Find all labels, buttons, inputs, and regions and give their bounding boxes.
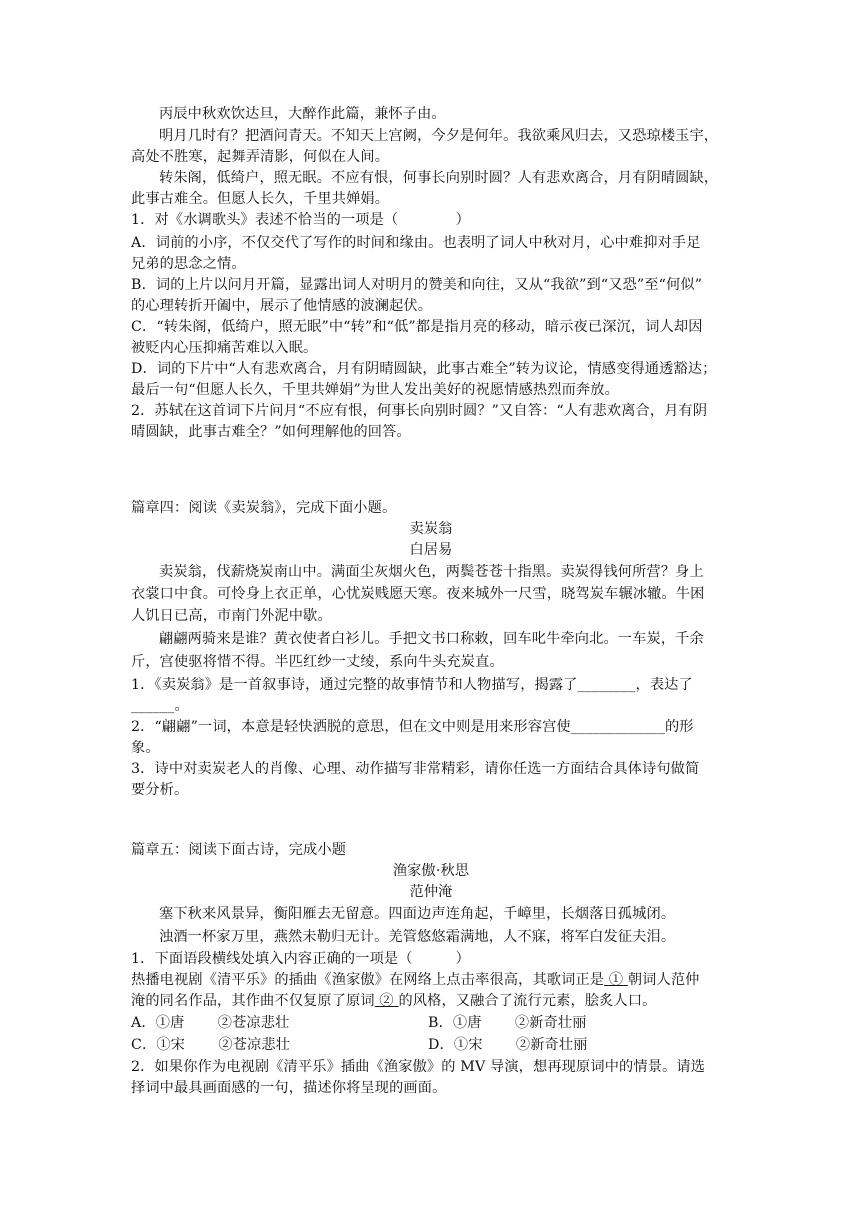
option-a-cont: 兄弟的思念之情。: [131, 256, 246, 272]
poem-line: 塞下秋来风景异，衡阳雁去无留意。四面边声连角起，千嶂里，长烟落日孤城闭。: [159, 906, 676, 922]
question-2-cont: 择词中最具画面感的一句，描述你将呈现的画面。: [131, 1080, 447, 1096]
question-2-cont: 象。: [131, 740, 160, 756]
question-2: 2．“翩翩”一词，本意是轻快洒脱的意思，但在文中则是用来形容宫使_____________的形: [131, 719, 694, 735]
poem-line: 转朱阁，低绮户，照无眠。不应有恨，何事长向别时圆？人有悲欢离合，月有阴晴圆缺，: [159, 170, 719, 186]
option-d: D．①宋 ②新奇壮丽: [428, 1037, 588, 1053]
poem-line: 斤，宫使驱将惜不得。半匹红纱一丈绫，系向牛头充炭直。: [131, 654, 504, 670]
blank-1: ①: [608, 972, 624, 988]
option-a: A．词前的小序，不仅交代了写作的时间和缘由。也表明了词人中秋对月，心中难抑对手足: [131, 235, 701, 251]
passage-line: [131, 970, 731, 990]
question-2-cont: 晴圆缺，此事古难全？”如何理解他的回答。: [131, 424, 411, 440]
poem-author: 范仲淹: [409, 884, 453, 900]
question-1: 1．下面语段横线处填入内容正确的一项是（ ）: [131, 951, 470, 967]
poem-author: 白居易: [409, 542, 453, 558]
poem-title: 卖炭翁: [409, 521, 453, 537]
section4-heading: 篇章四：阅读《卖炭翁》，完成下面小题。: [131, 500, 397, 516]
question-1: 1．对《水调歌头》表述不恰当的一项是（ ）: [131, 212, 470, 228]
option-d-cont: 最后一句“但愿人长久，千里共婵娟”为世人发出美好的祝愿情感热烈而奔放。: [131, 382, 619, 398]
question-2: 2．苏轼在这首词下片问月“不应有恨，何事长向别时圆？”又自答：“人有悲欢离合，月有阴: [131, 403, 708, 419]
passage-text: 朝词人范仲: [627, 972, 700, 988]
question-1-cont: ______。: [131, 698, 189, 714]
poem-line: 翩翩两骑来是谁？黄衣使者白衫儿。手把文书口称敕，回车叱牛牵向北。一车炭，千余: [159, 631, 704, 647]
option-b: B．词的上片以问月开篇，显露出词人对明月的赞美和向往，又从“我欲”到“又恐”至“何似”: [131, 277, 703, 293]
option-b: B．①唐 ②新奇壮丽: [428, 1015, 587, 1031]
poem-line: 此事古难全。但愿人长久，千里共婵娟。: [131, 191, 390, 207]
poem-line: 卖炭翁，伐薪烧炭南山中。满面尘灰烟火色，两鬓苍苍十指黑。卖炭得钱何所营？身上: [159, 564, 704, 580]
blank-2: ②: [379, 993, 394, 1009]
passage-text: 热播电视剧《清平乐》的插曲《渔家傲》在网络上点击率很高，其歌词正是: [131, 972, 605, 988]
section5-heading: 篇章五：阅读下面古诗，完成小题: [131, 842, 347, 858]
poem-line: 浊酒一杯家万里，燕然未勒归无计。羌管悠悠霜满地，人不寐，将军白发征夫泪。: [159, 929, 676, 945]
question-3-cont: 要分析。: [131, 782, 189, 798]
poem-line: 人饥日已高，市南门外泥中歇。: [131, 608, 332, 624]
question-3: 3．诗中对卖炭老人的肖像、心理、动作描写非常精彩，请你任选一方面结合具体诗句做简: [131, 761, 700, 777]
option-c: C．①宋 ②苍凉悲壮: [131, 1037, 291, 1053]
preface-line: 丙辰中秋欢饮达旦，大醉作此篇，兼怀子由。: [159, 106, 446, 122]
poem-line: 明月几时有？把酒问青天。不知天上宫阙，今夕是何年。我欲乘风归去，又恐琼楼玉宇，: [159, 128, 719, 144]
passage-line: [131, 991, 731, 1011]
option-a: A．①唐 ②苍凉悲壮: [131, 1015, 290, 1031]
poem-line: 高处不胜寒，起舞弄清影，何似在人间。: [131, 149, 390, 165]
question-1: 1．《卖炭翁》是一首叙事诗，通过完整的故事情节和人物描写，揭露了________，表达了: [131, 677, 693, 693]
option-c-cont: 被贬内心压抑痛苦难以入眠。: [131, 340, 318, 356]
option-c: C．“转朱阁，低绮户，照无眠”中“转”和“低”都是指月亮的移动，暗示夜已深沉，词人却因: [131, 319, 703, 335]
poem-title: 渔家傲·秋思: [392, 863, 470, 879]
passage-text: 的风格，又融合了流行元素，脍炙人口。: [398, 993, 657, 1009]
option-d: D．词的下片中“人有悲欢离合，月有阴晴圆缺，此事古难全”转为议论，情感变得通透豁达；: [131, 361, 717, 377]
question-2: 2．如果你作为电视剧《清平乐》插曲《渔家傲》的 MV 导演，想再现原词中的情景。请选: [131, 1059, 706, 1075]
passage-text: 淹的同名作品，其作曲不仅复原了原词: [131, 993, 375, 1009]
option-b-cont: 的心理转折开阖中，展示了他情感的波澜起伏。: [131, 298, 433, 314]
poem-line: 衣裳口中食。可怜身上衣正单，心忧炭贱愿天寒。夜来城外一尺雪，晓驾炭车辗冰辙。牛困: [131, 586, 705, 602]
